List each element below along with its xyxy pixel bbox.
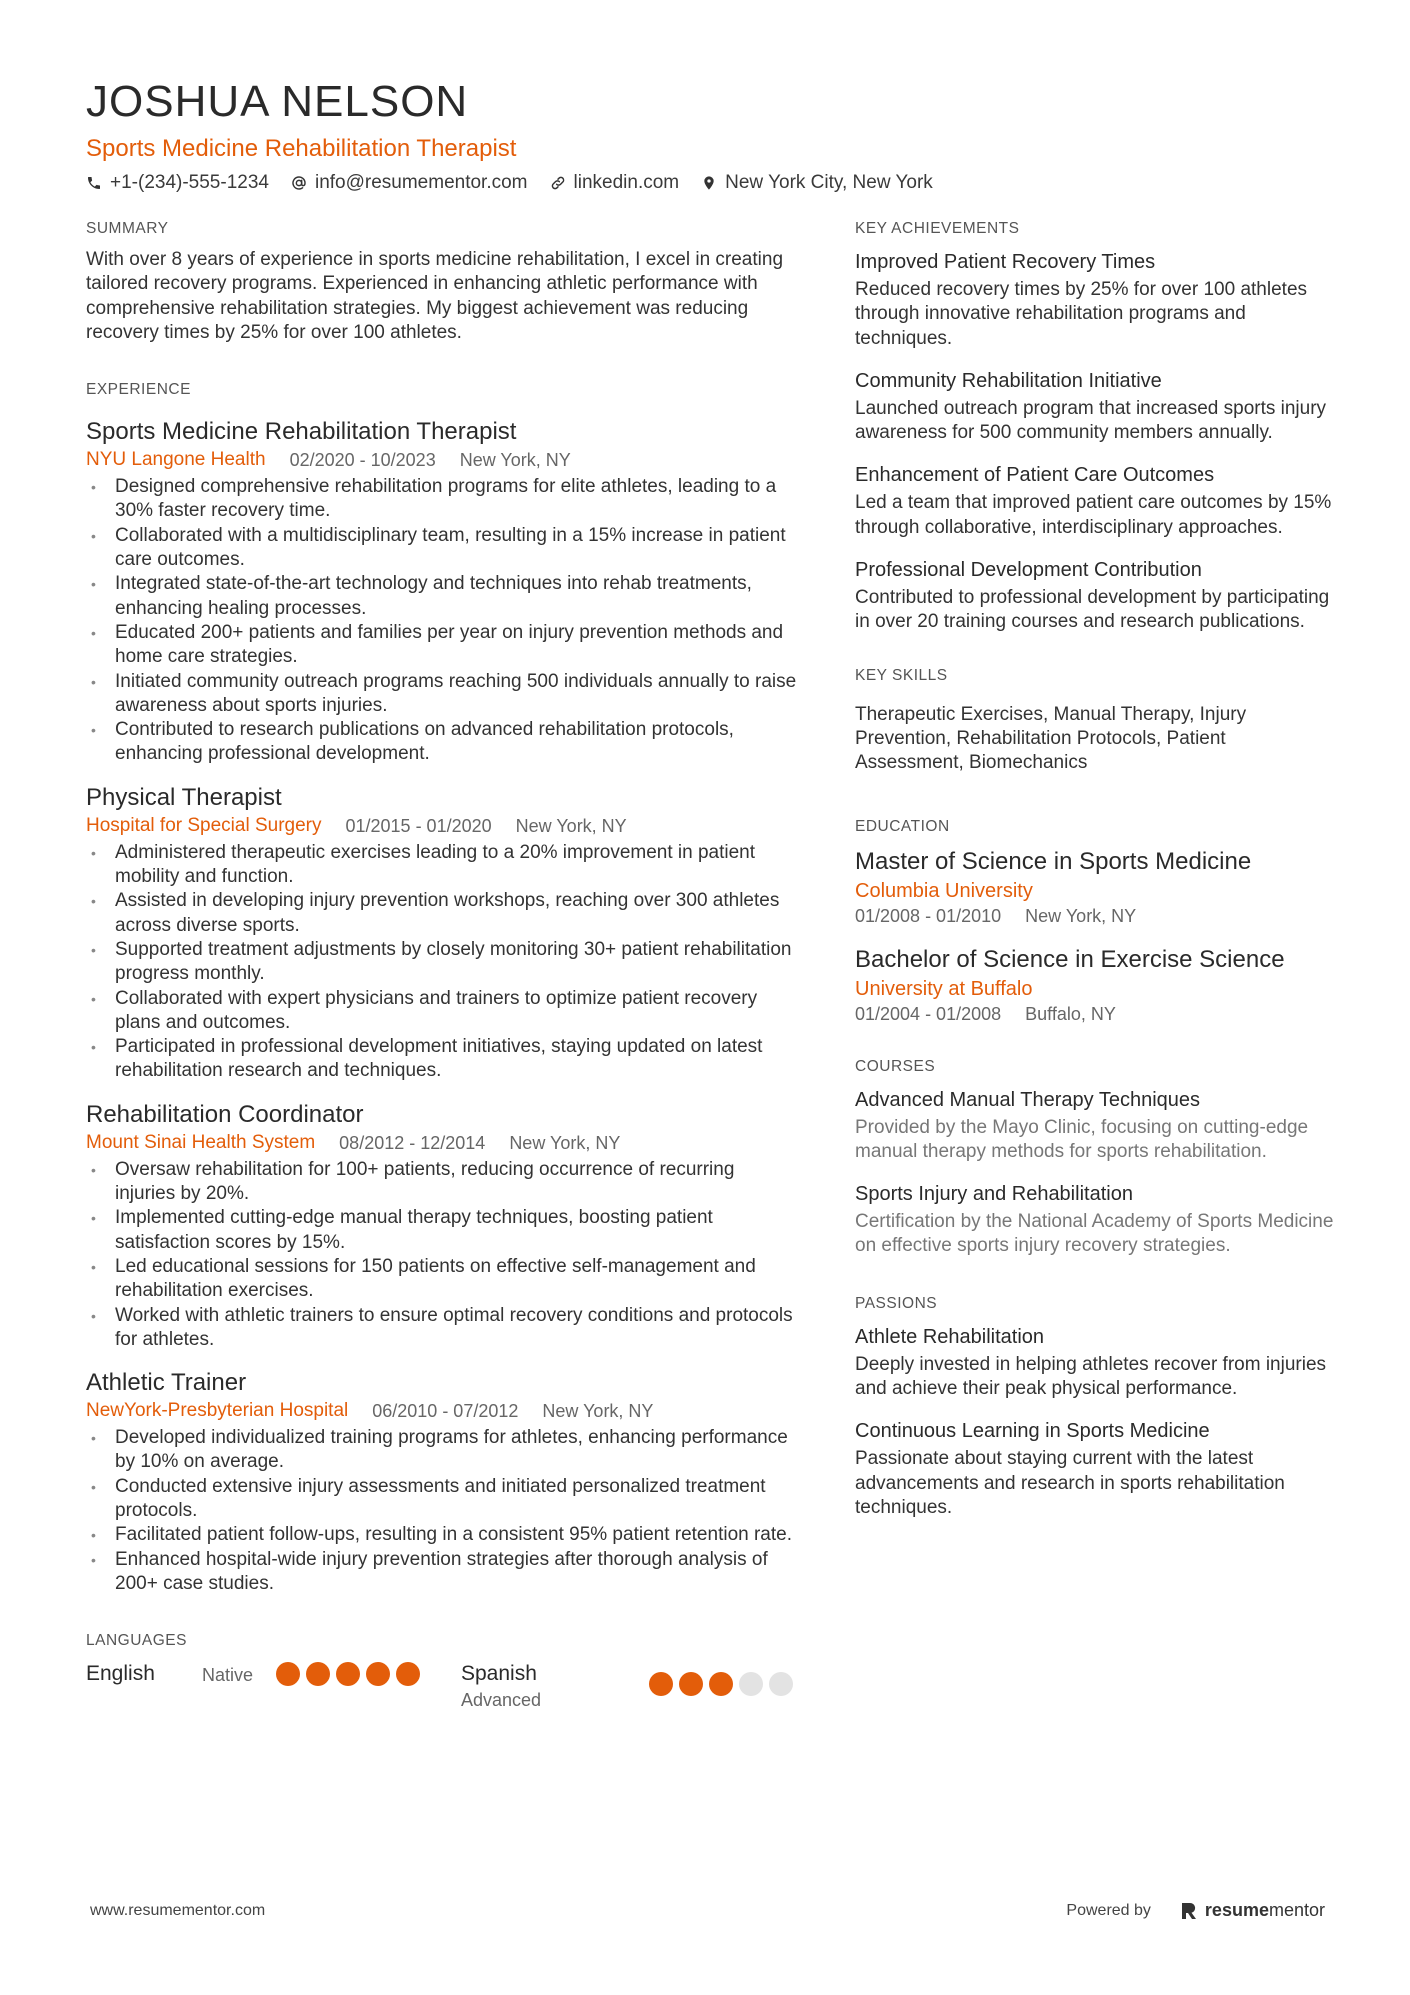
achievement-title: Community Rehabilitation Initiative [855,369,1162,392]
skills-section [855,665,1335,776]
job-bullet: • Collaborated with expert physicians and trainers to optimize patient recovery plans and outcomes. [86,987,798,1036]
rating-dot-filled [336,1662,360,1686]
job-bullet: • Enhanced hospital-wide injury prevention strategies after thorough analysis of 200+ case studies. [86,1548,798,1597]
brand-bold: resume [1204,1900,1269,1920]
course-title: Advanced Manual Therapy Techniques [855,1088,1201,1111]
phone-text: +1-(234)-555-1234 [110,172,269,193]
education-meta [855,1002,1335,1026]
candidate-name: JOSHUA NELSON [86,77,469,126]
passion-text: Deeply invested in helping athletes recover from injuries and achieve their peak physical performance. [855,1353,1327,1400]
job-bullet: • Designed comprehensive rehabilitation programs for elite athletes, leading to a 30% faster recovery time. [86,475,798,524]
achievement-item [855,248,1335,351]
achievement-text: Reduced recovery times by 25% for over 100 athletes through innovative rehabilitation programs and techniques. [855,279,1308,349]
job-bullets [86,475,798,767]
language-name: English [86,1662,155,1686]
achievement-text: Launched outreach program that increased sports injury awareness for 500 community members annually. [855,397,1327,444]
achievement-item [855,556,1335,635]
job-bullet: • Worked with athletic trainers to ensure optimal recovery conditions and protocols for athletes. [86,1304,798,1353]
education-dates: 01/2004 - 01/2008 [855,1003,1002,1024]
rating-dot-filled [306,1662,330,1686]
job-company: Mount Sinai Health System [86,1131,316,1153]
job-dates: 02/2020 - 10/2023 [289,450,436,471]
job-bullet: • Facilitated patient follow-ups, resulting in a consistent 95% patient retention rate. [86,1523,798,1547]
job-location: New York, NY [542,1401,654,1422]
job-bullet: • Assisted in developing injury prevention workshops, reaching over 300 athletes across diverse sports. [86,889,798,938]
achievement-text: Led a team that improved patient care outcomes by 15% through collaborative, interdisciplinary approaches. [855,492,1332,538]
course-item [855,1180,1335,1259]
experience-heading: EXPERIENCE [86,381,191,399]
achievement-text: Contributed to professional development by participating in over 20 training courses and research publications. [855,587,1330,633]
job-meta [86,447,798,473]
job-company: Hospital for Special Surgery [86,814,322,836]
job-dates: 08/2012 - 12/2014 [339,1132,486,1153]
summary-heading: SUMMARY [86,220,169,237]
education-section [855,816,1335,1026]
education-location: Buffalo, NY [1025,1003,1116,1024]
job-bullet: • Contributed to research publications on advanced rehabilitation protocols, enhancing professional development. [86,718,798,767]
job-dates: 06/2010 - 07/2012 [372,1401,519,1422]
skills-heading: KEY SKILLS [855,666,948,684]
job-entry [86,1100,798,1352]
job-bullet: • Educated 200+ patients and families per year on injury prevention methods and home care strategies. [86,621,798,670]
achievement-title: Professional Development Contribution [855,559,1202,582]
passion-title: Continuous Learning in Sports Medicine [855,1420,1210,1443]
achievement-title: Enhancement of Patient Care Outcomes [855,464,1215,487]
job-title: Athletic Trainer [86,1369,247,1397]
education-school: University at Buffalo [855,977,1033,1000]
language-name: Spanish [461,1662,537,1686]
job-bullets [86,1426,798,1596]
experience-section [86,379,798,1596]
languages-row [86,1660,798,1712]
courses-section [855,1056,1335,1259]
job-dates: 01/2015 - 01/2020 [345,815,492,836]
job-bullet: • Led educational sessions for 150 patients on effective self-management and rehabilitation exercises. [86,1255,798,1304]
rating-dot-filled [709,1672,733,1696]
course-text: Certification by the National Academy of Sports Medicine on effective sports injury recovery strategies. [855,1211,1334,1257]
job-meta [86,813,798,839]
language-item [461,1660,798,1712]
job-title: Rehabilitation Coordinator [86,1100,364,1128]
job-title: Physical Therapist [86,783,282,811]
language-level: Advanced [461,1690,542,1711]
passions-section [855,1293,1335,1520]
rating-dot-empty [769,1672,793,1696]
course-item [855,1086,1335,1165]
language-label-group [461,1660,649,1712]
achievements-section [855,218,1335,635]
phone-icon [86,175,102,191]
passion-item [855,1323,1335,1402]
brand-light: mentor [1268,1900,1325,1920]
rating-dot-filled [649,1672,673,1696]
education-heading: EDUCATION [855,817,950,835]
job-location: New York, NY [459,450,571,471]
job-meta [86,1130,798,1156]
page-footer [90,1900,1325,1921]
brand-logo[interactable] [1179,1900,1325,1921]
powered-by-label: Powered by [1066,1901,1151,1919]
language-rating [276,1662,420,1686]
education-item [855,846,1335,928]
contact-phone [86,170,269,196]
passion-title: Athlete Rehabilitation [855,1325,1045,1348]
resumementor-logo-icon [1179,1901,1199,1921]
job-bullets [86,841,798,1084]
education-location: New York, NY [1025,905,1137,926]
education-school: Columbia University [855,879,1033,902]
course-text: Provided by the Mayo Clinic, focusing on cutting-edge manual therapy methods for sports rehabilitation. [855,1116,1309,1162]
passion-item [855,1417,1335,1520]
job-location: New York, NY [509,1132,621,1153]
languages-heading: LANGUAGES [86,1632,187,1650]
job-entry [86,1368,798,1596]
location-text: New York City, New York [725,172,933,193]
education-meta [855,904,1335,928]
rating-dot-filled [679,1672,703,1696]
candidate-title: Sports Medicine Rehabilitation Therapist [86,135,517,162]
contact-location [701,170,933,196]
at-icon [291,175,307,191]
language-item [86,1660,461,1688]
job-entry [86,783,798,1084]
job-bullet: • Conducted extensive injury assessments and initiated personalized treatment protocols. [86,1475,798,1524]
left-column [86,218,798,1712]
job-title: Sports Medicine Rehabilitation Therapist [86,418,517,446]
rating-dot-filled [396,1662,420,1686]
languages-section [86,1630,798,1712]
resume-header [86,78,1326,196]
job-bullet: • Oversaw rehabilitation for 100+ patients, reducing occurrence of recurring injuries by 20%. [86,1158,798,1207]
job-bullet: • Integrated state-of-the-art technology and techniques into rehab treatments, enhancing healing processes. [86,572,798,621]
passions-heading: PASSIONS [855,1294,938,1312]
achievements-heading: KEY ACHIEVEMENTS [855,220,1020,237]
passion-text: Passionate about staying current with the latest advancements and research in sports rehabilitation techniques. [855,1448,1285,1518]
education-degree: Bachelor of Science in Exercise Science [855,945,1285,973]
footer-website[interactable]: www.resumementor.com [90,1901,266,1919]
rating-dot-empty [739,1672,763,1696]
right-column [855,218,1335,1536]
rating-dot-filled [366,1662,390,1686]
location-pin-icon [701,175,717,191]
job-bullet: • Implemented cutting-edge manual therapy techniques, boosting patient satisfaction scores by 15%. [86,1206,798,1255]
job-bullet: • Initiated community outreach programs reaching 500 individuals annually to raise awareness about sports injuries. [86,670,798,719]
education-degree: Master of Science in Sports Medicine [855,847,1252,875]
job-company: NewYork-Presbyterian Hospital [86,1400,349,1422]
courses-heading: COURSES [855,1057,936,1075]
job-bullet: • Administered therapeutic exercises leading to a 20% improvement in patient mobility and function. [86,841,798,890]
summary-text: With over 8 years of experience in sports medicine rehabilitation, I excel in creating tailored recovery programs. Experienced in enhancing athletic performance with comprehensive rehabilitation strategies. My biggest achievement was reducing recovery times by 25% for over 100 athletes. [86,249,784,343]
brand-name [1205,1900,1325,1921]
education-item [855,944,1335,1026]
skills-text: Therapeutic Exercises, Manual Therapy, Injury Prevention, Rehabilitation Protocols, Patient Assessment, Biomechanics [855,703,1247,774]
achievement-title: Improved Patient Recovery Times [855,251,1156,273]
job-bullets [86,1158,798,1352]
achievement-item [855,367,1335,446]
job-company: NYU Langone Health [86,449,266,471]
job-entry [86,417,798,767]
contact-bar [86,170,1326,196]
job-bullet: • Participated in professional development initiatives, staying updated on latest rehabilitation research and techniques. [86,1035,798,1084]
job-bullet: • Developed individualized training programs for athletes, enhancing performance by 10% on average. [86,1426,798,1475]
course-title: Sports Injury and Rehabilitation [855,1183,1133,1206]
summary-section [86,218,798,345]
linkedin-text[interactable]: linkedin.com [573,172,680,193]
rating-dot-filled [276,1662,300,1686]
contact-linkedin[interactable] [550,170,680,196]
job-meta [86,1398,798,1424]
powered-by [1066,1900,1325,1921]
language-level: Native [202,1665,254,1686]
email-text[interactable]: info@resumementor.com [314,172,528,193]
contact-email[interactable] [291,170,528,196]
language-rating [649,1672,793,1696]
job-location: New York, NY [515,815,627,836]
job-bullet: • Supported treatment adjustments by closely monitoring 30+ patient rehabilitation progress monthly. [86,938,798,987]
link-icon [550,175,566,191]
education-dates: 01/2008 - 01/2010 [855,905,1002,926]
achievement-item [855,461,1335,540]
job-bullet: • Collaborated with a multidisciplinary team, resulting in a 15% increase in patient care outcomes. [86,524,798,573]
